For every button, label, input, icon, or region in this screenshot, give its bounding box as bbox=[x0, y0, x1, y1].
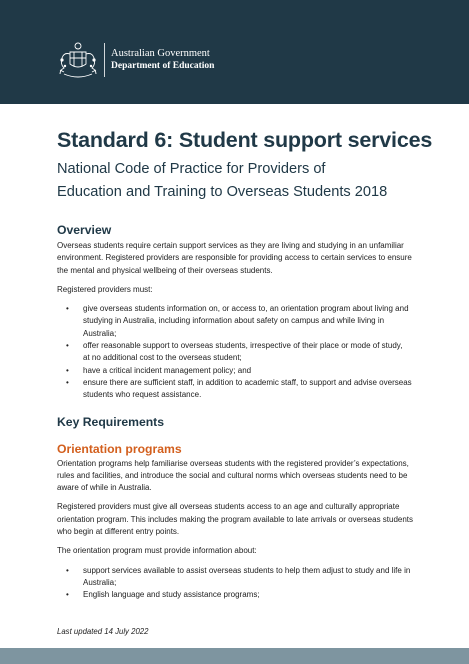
last-updated: Last updated 14 July 2022 bbox=[57, 627, 149, 636]
orientation-paragraph bbox=[57, 501, 417, 538]
text-line: at no additional cost to the overseas student; bbox=[83, 353, 242, 363]
text-line: English language and study assistance programs; bbox=[83, 590, 260, 600]
subtitle-line: Education and Training to Overseas Students 2018 bbox=[57, 184, 388, 200]
overview-intro: Registered providers must: bbox=[57, 284, 153, 294]
list-item bbox=[57, 303, 417, 340]
page-subtitle bbox=[57, 158, 417, 204]
text-line: Orientation programs help familiarise overseas students with the registered provider’s expectations, bbox=[57, 458, 409, 468]
text-line: studying in Australia, including information about safety on campus and while living in bbox=[83, 316, 385, 326]
header-band bbox=[0, 0, 469, 104]
list-item bbox=[57, 365, 417, 377]
document-body bbox=[57, 126, 433, 602]
overview-bullet-list bbox=[57, 303, 417, 401]
text-line: Registered providers must give all overseas students access to an age and culturally appropriate bbox=[57, 502, 400, 512]
department-name: Department of Education bbox=[111, 61, 215, 71]
list-item bbox=[57, 340, 417, 365]
org-name: Australian Government bbox=[111, 48, 210, 59]
footer-bar bbox=[0, 648, 469, 664]
overview-paragraph bbox=[57, 240, 417, 277]
coat-of-arms-icon bbox=[56, 40, 100, 80]
orientation-paragraph bbox=[57, 458, 417, 495]
orientation-bullet-list bbox=[57, 565, 417, 602]
text-line: rules and facilities, and introduce the social and cultural norms which overseas students need to be bbox=[57, 470, 408, 480]
text-line: the mental and physical wellbeing of their overseas students. bbox=[57, 265, 273, 275]
text-line: have a critical incident management policy; and bbox=[83, 365, 252, 375]
text-line: ensure there are sufficient staff, in addition to academic staff, to support and advise overseas bbox=[83, 377, 412, 387]
key-requirements-heading: Key Requirements bbox=[57, 414, 165, 429]
text-line: Australia; bbox=[83, 577, 117, 587]
text-line: aware of while in Australia. bbox=[57, 483, 152, 493]
list-item bbox=[57, 589, 417, 601]
orientation-programs-heading: Orientation programs bbox=[57, 441, 182, 456]
logo-text bbox=[111, 47, 214, 73]
list-item bbox=[57, 565, 417, 590]
text-line: Overseas students require certain support services as they are living and studying in an unfamiliar bbox=[57, 241, 404, 250]
government-logo bbox=[56, 40, 214, 80]
text-line: give overseas students information on, or access to, an orientation program about living and bbox=[83, 304, 409, 314]
text-line: offer reasonable support to overseas students, irrespective of their place or mode of study, bbox=[83, 341, 403, 351]
text-line: Australia; bbox=[83, 328, 117, 338]
overview-heading: Overview bbox=[57, 223, 112, 237]
text-line: support services available to assist overseas students to help them adjust to study and life in bbox=[83, 565, 411, 575]
text-line: who begin at different entry points. bbox=[57, 527, 180, 537]
page-title: Standard 6: Student support services bbox=[57, 128, 433, 152]
orientation-intro: The orientation program must provide information about: bbox=[57, 546, 257, 556]
text-line: orientation program. This includes making the program available to late arrivals or overseas students bbox=[57, 514, 414, 524]
text-line: environment. Registered providers are responsible for providing access to certain services to ensure bbox=[57, 253, 412, 263]
logo-divider bbox=[104, 43, 105, 77]
text-line: students who request assistance. bbox=[83, 390, 202, 400]
subtitle-line: National Code of Practice for Providers of bbox=[57, 161, 326, 177]
list-item bbox=[57, 377, 417, 402]
